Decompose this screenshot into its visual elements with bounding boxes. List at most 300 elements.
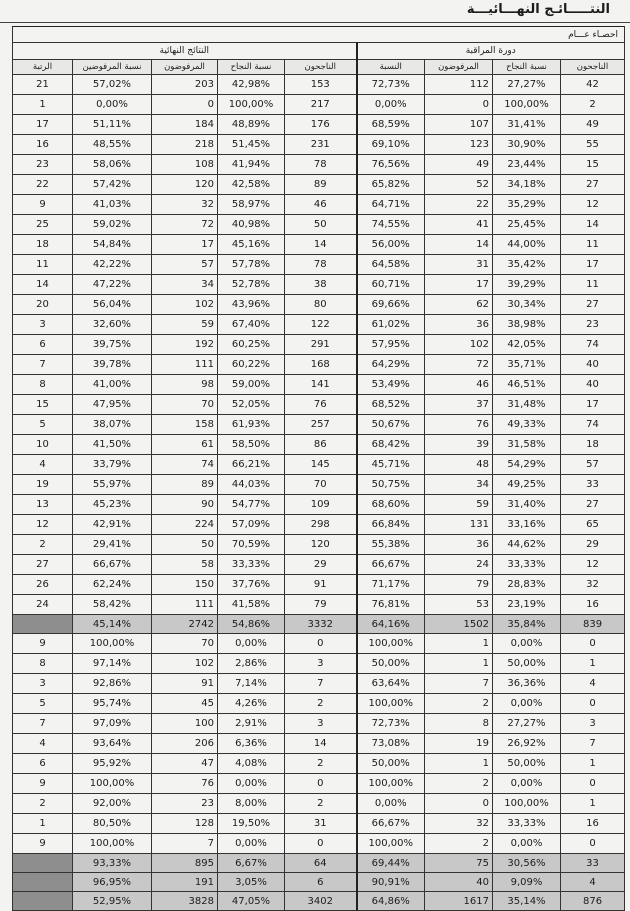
cell-final-reject-rate: 47,22%	[73, 275, 152, 295]
cell-resit-rate: 100,00%	[357, 774, 425, 794]
cell-resit-rejected: 36	[425, 315, 493, 335]
cell-final-rejected: 50	[152, 535, 218, 555]
title-divider	[0, 22, 630, 23]
cell-rank	[13, 854, 73, 873]
column-header-rank: الرتبة	[13, 60, 73, 75]
column-header-row	[13, 60, 625, 75]
cell-final-pass-rate: 54,77%	[218, 495, 285, 515]
table-row	[13, 575, 625, 595]
cell-resit-passed: 1	[561, 794, 625, 814]
cell-final-reject-rate: 92,86%	[73, 674, 152, 694]
cell-final-passed: 3332	[285, 615, 357, 634]
cell-resit-rejected: 1	[425, 634, 493, 654]
cell-final-rejected: 191	[152, 873, 218, 892]
cell-resit-passed: 33	[561, 854, 625, 873]
cell-final-rejected: 108	[152, 155, 218, 175]
table-row	[13, 215, 625, 235]
cell-resit-rejected: 102	[425, 335, 493, 355]
cell-final-rejected: 61	[152, 435, 218, 455]
cell-rank: 4	[13, 734, 73, 754]
table-row	[13, 95, 625, 115]
cell-final-pass-rate: 44,03%	[218, 475, 285, 495]
cell-final-reject-rate: 33,79%	[73, 455, 152, 475]
cell-final-rejected: 158	[152, 415, 218, 435]
total-row	[13, 873, 625, 892]
cell-resit-passed: 27	[561, 495, 625, 515]
cell-resit-pass-rate: 50,00%	[493, 654, 561, 674]
column-header-final-passed: الناجحون	[285, 60, 357, 75]
cell-resit-pass-rate: 35,84%	[493, 615, 561, 634]
cell-final-pass-rate: 60,22%	[218, 355, 285, 375]
cell-rank: 23	[13, 155, 73, 175]
cell-resit-rate: 57,95%	[357, 335, 425, 355]
cell-resit-pass-rate: 0,00%	[493, 774, 561, 794]
cell-resit-rejected: 123	[425, 135, 493, 155]
cell-final-pass-rate: 54,86%	[218, 615, 285, 634]
cell-resit-rejected: 32	[425, 814, 493, 834]
cell-final-rejected: 90	[152, 495, 218, 515]
cell-resit-rate: 50,00%	[357, 654, 425, 674]
cell-final-pass-rate: 0,00%	[218, 834, 285, 854]
cell-final-rejected: 74	[152, 455, 218, 475]
cell-final-rejected: 59	[152, 315, 218, 335]
cell-final-passed: 70	[285, 475, 357, 495]
cell-final-rejected: 111	[152, 595, 218, 615]
cell-rank: 25	[13, 215, 73, 235]
cell-resit-passed: 4	[561, 873, 625, 892]
cell-resit-rate: 64,16%	[357, 615, 425, 634]
cell-resit-passed: 1	[561, 754, 625, 774]
table-row	[13, 195, 625, 215]
cell-final-reject-rate: 41,50%	[73, 435, 152, 455]
cell-resit-rejected: 2	[425, 834, 493, 854]
cell-final-pass-rate: 19,50%	[218, 814, 285, 834]
page-title: النتـــــائـج النهـــائيـــة	[466, 2, 610, 17]
cell-resit-pass-rate: 49,33%	[493, 415, 561, 435]
cell-final-passed: 78	[285, 155, 357, 175]
cell-final-passed: 2	[285, 794, 357, 814]
cell-resit-rate: 76,56%	[357, 155, 425, 175]
cell-final-pass-rate: 42,98%	[218, 75, 285, 95]
cell-resit-rate: 0,00%	[357, 794, 425, 814]
cell-rank: 5	[13, 415, 73, 435]
table-row	[13, 754, 625, 774]
cell-resit-passed: 16	[561, 814, 625, 834]
cell-final-pass-rate: 60,25%	[218, 335, 285, 355]
cell-final-pass-rate: 2,91%	[218, 714, 285, 734]
cell-rank: 8	[13, 654, 73, 674]
cell-resit-rate: 64,58%	[357, 255, 425, 275]
total-row	[13, 854, 625, 873]
cell-final-reject-rate: 42,91%	[73, 515, 152, 535]
table-row	[13, 694, 625, 714]
cell-final-pass-rate: 66,21%	[218, 455, 285, 475]
cell-final-rejected: 2742	[152, 615, 218, 634]
cell-final-passed: 231	[285, 135, 357, 155]
cell-resit-rejected: 0	[425, 794, 493, 814]
cell-resit-passed: 40	[561, 375, 625, 395]
cell-rank: 18	[13, 235, 73, 255]
cell-resit-rate: 73,08%	[357, 734, 425, 754]
cell-resit-passed: 40	[561, 355, 625, 375]
cell-rank: 4	[13, 455, 73, 475]
cell-final-rejected: 47	[152, 754, 218, 774]
cell-resit-rate: 50,00%	[357, 754, 425, 774]
cell-resit-passed: 49	[561, 115, 625, 135]
cell-final-reject-rate: 80,50%	[73, 814, 152, 834]
cell-final-rejected: 76	[152, 774, 218, 794]
cell-final-pass-rate: 41,58%	[218, 595, 285, 615]
cell-resit-pass-rate: 46,51%	[493, 375, 561, 395]
cell-resit-rate: 50,67%	[357, 415, 425, 435]
cell-final-pass-rate: 45,16%	[218, 235, 285, 255]
cell-final-pass-rate: 57,78%	[218, 255, 285, 275]
cell-resit-pass-rate: 30,56%	[493, 854, 561, 873]
cell-resit-pass-rate: 31,41%	[493, 115, 561, 135]
column-header-resit-rejected: المرفوضون	[425, 60, 493, 75]
cell-final-reject-rate: 51,11%	[73, 115, 152, 135]
cell-resit-rejected: 2	[425, 694, 493, 714]
cell-resit-rate: 64,86%	[357, 892, 425, 911]
cell-final-rejected: 58	[152, 555, 218, 575]
cell-final-passed: 0	[285, 834, 357, 854]
cell-resit-rate: 64,29%	[357, 355, 425, 375]
cell-final-reject-rate: 41,00%	[73, 375, 152, 395]
cell-resit-passed: 29	[561, 535, 625, 555]
cell-final-rejected: 224	[152, 515, 218, 535]
cell-final-reject-rate: 0,00%	[73, 95, 152, 115]
cell-resit-rejected: 17	[425, 275, 493, 295]
cell-rank: 1	[13, 95, 73, 115]
table-row	[13, 774, 625, 794]
final-results-header: النتائج النهائية	[13, 43, 357, 60]
cell-resit-rejected: 48	[425, 455, 493, 475]
cell-resit-rate: 71,17%	[357, 575, 425, 595]
table-row	[13, 734, 625, 754]
cell-final-rejected: 7	[152, 834, 218, 854]
cell-resit-rate: 61,02%	[357, 315, 425, 335]
cell-final-passed: 46	[285, 195, 357, 215]
cell-final-pass-rate: 58,50%	[218, 435, 285, 455]
cell-resit-rejected: 1	[425, 754, 493, 774]
cell-rank: 21	[13, 75, 73, 95]
cell-final-rejected: 70	[152, 634, 218, 654]
column-header-resit-passed: الناجحون	[561, 60, 625, 75]
cell-final-reject-rate: 45,23%	[73, 495, 152, 515]
cell-resit-passed: 74	[561, 415, 625, 435]
cell-resit-rate: 60,71%	[357, 275, 425, 295]
cell-final-reject-rate: 32,60%	[73, 315, 152, 335]
column-header-resit-rate: النسبة	[357, 60, 425, 75]
cell-resit-passed: 0	[561, 774, 625, 794]
cell-final-reject-rate: 52,95%	[73, 892, 152, 911]
cell-resit-rejected: 41	[425, 215, 493, 235]
cell-resit-rejected: 40	[425, 873, 493, 892]
cell-resit-rate: 68,42%	[357, 435, 425, 455]
cell-final-rejected: 111	[152, 355, 218, 375]
cell-resit-passed: 11	[561, 275, 625, 295]
cell-final-reject-rate: 97,14%	[73, 654, 152, 674]
table-row	[13, 555, 625, 575]
cell-resit-rejected: 62	[425, 295, 493, 315]
cell-resit-pass-rate: 30,34%	[493, 295, 561, 315]
cell-rank: 2	[13, 535, 73, 555]
cell-rank: 1	[13, 814, 73, 834]
table-row	[13, 235, 625, 255]
cell-resit-passed: 57	[561, 455, 625, 475]
table-row	[13, 175, 625, 195]
cell-rank	[13, 615, 73, 634]
table-row	[13, 115, 625, 135]
cell-resit-passed: 27	[561, 175, 625, 195]
cell-final-reject-rate: 96,95%	[73, 873, 152, 892]
cell-final-rejected: 45	[152, 694, 218, 714]
cell-final-reject-rate: 93,33%	[73, 854, 152, 873]
cell-resit-passed: 1	[561, 654, 625, 674]
cell-resit-pass-rate: 44,00%	[493, 235, 561, 255]
cell-resit-pass-rate: 27,27%	[493, 714, 561, 734]
cell-resit-pass-rate: 49,25%	[493, 475, 561, 495]
cell-resit-pass-rate: 34,18%	[493, 175, 561, 195]
cell-final-rejected: 192	[152, 335, 218, 355]
cell-resit-rate: 90,91%	[357, 873, 425, 892]
cell-resit-rejected: 53	[425, 595, 493, 615]
cell-final-rejected: 91	[152, 674, 218, 694]
table-row	[13, 535, 625, 555]
cell-resit-rejected: 79	[425, 575, 493, 595]
cell-final-passed: 78	[285, 255, 357, 275]
cell-final-passed: 3	[285, 654, 357, 674]
cell-final-pass-rate: 4,08%	[218, 754, 285, 774]
cell-resit-pass-rate: 27,27%	[493, 75, 561, 95]
cell-final-passed: 2	[285, 754, 357, 774]
table-row	[13, 415, 625, 435]
cell-final-rejected: 98	[152, 375, 218, 395]
cell-resit-pass-rate: 30,90%	[493, 135, 561, 155]
cell-final-rejected: 102	[152, 654, 218, 674]
cell-resit-rate: 45,71%	[357, 455, 425, 475]
cell-resit-pass-rate: 31,58%	[493, 435, 561, 455]
cell-resit-passed: 33	[561, 475, 625, 495]
table-row	[13, 714, 625, 734]
cell-resit-passed: 4	[561, 674, 625, 694]
cell-rank: 12	[13, 515, 73, 535]
cell-resit-rate: 72,73%	[357, 75, 425, 95]
cell-final-reject-rate: 92,00%	[73, 794, 152, 814]
cell-resit-pass-rate: 23,19%	[493, 595, 561, 615]
cell-resit-pass-rate: 31,40%	[493, 495, 561, 515]
cell-resit-passed: 12	[561, 555, 625, 575]
cell-resit-rejected: 76	[425, 415, 493, 435]
cell-final-pass-rate: 0,00%	[218, 634, 285, 654]
cell-resit-pass-rate: 0,00%	[493, 694, 561, 714]
cell-resit-rejected: 49	[425, 155, 493, 175]
cell-final-passed: 38	[285, 275, 357, 295]
cell-resit-rate: 0,00%	[357, 95, 425, 115]
cell-resit-rejected: 36	[425, 535, 493, 555]
cell-final-reject-rate: 95,74%	[73, 694, 152, 714]
cell-final-reject-rate: 62,24%	[73, 575, 152, 595]
cell-final-passed: 14	[285, 235, 357, 255]
cell-resit-pass-rate: 28,83%	[493, 575, 561, 595]
cell-final-passed: 64	[285, 854, 357, 873]
cell-final-reject-rate: 56,04%	[73, 295, 152, 315]
cell-final-reject-rate: 100,00%	[73, 774, 152, 794]
results-table	[12, 26, 625, 911]
cell-resit-pass-rate: 9,09%	[493, 873, 561, 892]
cell-rank	[13, 892, 73, 911]
cell-final-rejected: 32	[152, 195, 218, 215]
cell-resit-rejected: 39	[425, 435, 493, 455]
cell-resit-rate: 56,00%	[357, 235, 425, 255]
cell-final-passed: 89	[285, 175, 357, 195]
cell-final-passed: 7	[285, 674, 357, 694]
cell-rank: 6	[13, 754, 73, 774]
cell-resit-pass-rate: 23,44%	[493, 155, 561, 175]
cell-final-pass-rate: 47,05%	[218, 892, 285, 911]
cell-final-passed: 6	[285, 873, 357, 892]
cell-rank: 24	[13, 595, 73, 615]
cell-rank: 15	[13, 395, 73, 415]
cell-resit-rejected: 131	[425, 515, 493, 535]
cell-resit-passed: 65	[561, 515, 625, 535]
cell-resit-passed: 32	[561, 575, 625, 595]
cell-resit-rejected: 0	[425, 95, 493, 115]
cell-resit-rate: 65,82%	[357, 175, 425, 195]
cell-resit-passed: 3	[561, 714, 625, 734]
cell-resit-passed: 17	[561, 395, 625, 415]
cell-final-reject-rate: 57,42%	[73, 175, 152, 195]
cell-resit-pass-rate: 31,48%	[493, 395, 561, 415]
cell-resit-rejected: 59	[425, 495, 493, 515]
cell-rank: 5	[13, 694, 73, 714]
cell-final-passed: 145	[285, 455, 357, 475]
cell-resit-pass-rate: 33,33%	[493, 814, 561, 834]
cell-resit-rate: 100,00%	[357, 634, 425, 654]
cell-final-pass-rate: 37,76%	[218, 575, 285, 595]
cell-final-reject-rate: 42,22%	[73, 255, 152, 275]
cell-final-rejected: 120	[152, 175, 218, 195]
table-row	[13, 295, 625, 315]
table-row	[13, 455, 625, 475]
cell-final-pass-rate: 43,96%	[218, 295, 285, 315]
cell-resit-rate: 100,00%	[357, 694, 425, 714]
column-header-final-pass-rate: نسبة النجاح	[218, 60, 285, 75]
resit-session-header: دورة المراقبة	[357, 43, 625, 60]
cell-resit-rejected: 107	[425, 115, 493, 135]
cell-rank: 10	[13, 435, 73, 455]
cell-final-rejected: 72	[152, 215, 218, 235]
cell-resit-rejected: 52	[425, 175, 493, 195]
cell-resit-rate: 72,73%	[357, 714, 425, 734]
cell-rank: 3	[13, 674, 73, 694]
cell-final-passed: 29	[285, 555, 357, 575]
cell-final-rejected: 206	[152, 734, 218, 754]
table-row	[13, 275, 625, 295]
cell-final-pass-rate: 41,94%	[218, 155, 285, 175]
cell-resit-passed: 0	[561, 694, 625, 714]
column-header-final-rejected: المرفوضون	[152, 60, 218, 75]
cell-final-pass-rate: 7,14%	[218, 674, 285, 694]
cell-resit-passed: 55	[561, 135, 625, 155]
cell-final-rejected: 70	[152, 395, 218, 415]
cell-resit-pass-rate: 0,00%	[493, 834, 561, 854]
table-row	[13, 335, 625, 355]
cell-resit-pass-rate: 0,00%	[493, 634, 561, 654]
cell-resit-rejected: 34	[425, 475, 493, 495]
subtotal-row	[13, 615, 625, 634]
cell-resit-rejected: 1502	[425, 615, 493, 634]
cell-resit-rejected: 112	[425, 75, 493, 95]
table-row	[13, 315, 625, 335]
cell-final-pass-rate: 42,58%	[218, 175, 285, 195]
cell-resit-passed: 7	[561, 734, 625, 754]
cell-final-reject-rate: 48,55%	[73, 135, 152, 155]
cell-rank: 19	[13, 475, 73, 495]
cell-final-reject-rate: 38,07%	[73, 415, 152, 435]
section-title: احصـاء عـــام	[13, 27, 625, 43]
cell-resit-pass-rate: 25,45%	[493, 215, 561, 235]
table-row	[13, 255, 625, 275]
table-row	[13, 515, 625, 535]
cell-final-passed: 298	[285, 515, 357, 535]
cell-final-passed: 257	[285, 415, 357, 435]
cell-final-reject-rate: 59,02%	[73, 215, 152, 235]
table-row	[13, 834, 625, 854]
cell-rank: 6	[13, 335, 73, 355]
cell-final-reject-rate: 55,97%	[73, 475, 152, 495]
table-row	[13, 155, 625, 175]
cell-final-pass-rate: 67,40%	[218, 315, 285, 335]
total-row	[13, 892, 625, 911]
cell-final-passed: 141	[285, 375, 357, 395]
cell-resit-passed: 839	[561, 615, 625, 634]
cell-final-pass-rate: 4,26%	[218, 694, 285, 714]
cell-final-reject-rate: 100,00%	[73, 634, 152, 654]
cell-resit-rate: 64,71%	[357, 195, 425, 215]
cell-resit-rejected: 75	[425, 854, 493, 873]
cell-final-reject-rate: 97,09%	[73, 714, 152, 734]
cell-final-passed: 86	[285, 435, 357, 455]
cell-final-rejected: 3828	[152, 892, 218, 911]
cell-rank: 20	[13, 295, 73, 315]
cell-resit-rate: 68,59%	[357, 115, 425, 135]
cell-resit-passed: 18	[561, 435, 625, 455]
cell-resit-rejected: 1617	[425, 892, 493, 911]
cell-rank: 16	[13, 135, 73, 155]
cell-rank: 9	[13, 774, 73, 794]
cell-final-reject-rate: 41,03%	[73, 195, 152, 215]
cell-resit-pass-rate: 33,16%	[493, 515, 561, 535]
cell-resit-passed: 2	[561, 95, 625, 115]
cell-rank: 9	[13, 834, 73, 854]
cell-final-passed: 176	[285, 115, 357, 135]
cell-final-pass-rate: 33,33%	[218, 555, 285, 575]
cell-final-pass-rate: 52,78%	[218, 275, 285, 295]
cell-final-passed: 109	[285, 495, 357, 515]
cell-resit-pass-rate: 36,36%	[493, 674, 561, 694]
table-row	[13, 814, 625, 834]
cell-rank: 8	[13, 375, 73, 395]
cell-final-pass-rate: 40,98%	[218, 215, 285, 235]
cell-resit-rate: 68,52%	[357, 395, 425, 415]
table-row	[13, 75, 625, 95]
table-row	[13, 135, 625, 155]
table-row	[13, 475, 625, 495]
cell-final-pass-rate: 70,59%	[218, 535, 285, 555]
cell-resit-rate: 55,38%	[357, 535, 425, 555]
cell-rank: 2	[13, 794, 73, 814]
